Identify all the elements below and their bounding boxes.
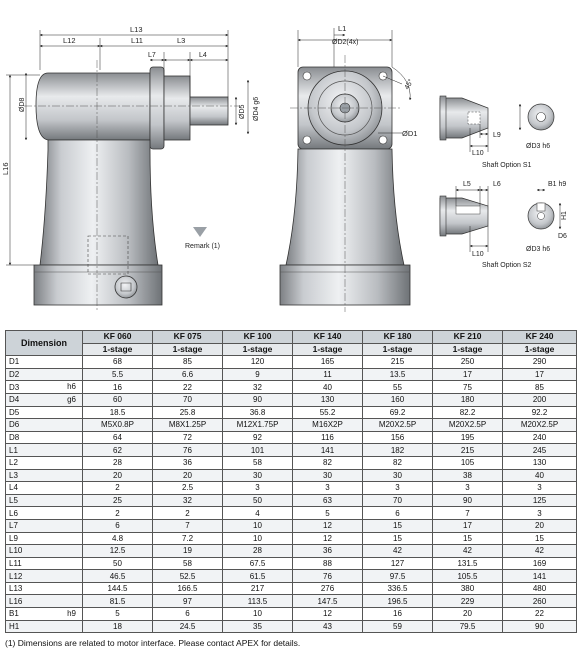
table-cell: 76 [153,444,223,457]
table-cell: 18 [83,620,153,633]
table-cell: 5.5 [83,368,153,381]
dimension-name: L16 [9,596,23,606]
dimension-name: H1 [9,621,20,631]
table-cell: 58 [153,557,223,570]
table-cell: 35 [223,620,293,633]
table-cell: 10 [223,519,293,532]
table-cell: 4.8 [83,532,153,545]
table-cell: 61.5 [223,570,293,583]
base-bolt [115,276,137,298]
row-label [6,557,83,570]
tolerance: g6 [67,394,76,404]
table-cell: 60 [83,393,153,406]
dimension-table [5,330,577,633]
table-cell: 82 [293,456,363,469]
row-label [6,406,83,419]
table-cell: 58 [223,456,293,469]
dim-l3: L3 [177,36,186,45]
table-cell: 64 [83,431,153,444]
front-view [280,55,410,312]
table-cell: 380 [433,582,503,595]
s2-l5: L5 [463,181,471,188]
row-label [6,393,83,406]
dimension-name: L6 [9,508,18,518]
row-label [6,469,83,482]
table-row [6,368,577,381]
model-header: KF 210 [433,331,503,344]
table-cell: 3 [433,482,503,495]
s1-d3: ØD3 h6 [526,143,551,150]
table-cell: 11 [293,368,363,381]
dimension-name: L4 [9,483,18,493]
table-cell: 3 [503,482,577,495]
s2-d3: ØD3 h6 [526,246,551,253]
model-header: KF 060 [83,331,153,344]
table-row [6,557,577,570]
table-cell: 19 [153,545,223,558]
table-cell: 32 [223,381,293,394]
table-cell: 141 [503,570,577,583]
table-cell: 36 [153,456,223,469]
table-cell: 113.5 [223,595,293,608]
stage-header: 1-stage [503,343,577,356]
table-cell: 97.5 [363,570,433,583]
table-cell: 480 [503,582,577,595]
table-cell: 42 [503,545,577,558]
table-cell: 127 [363,557,433,570]
table-row [6,356,577,369]
table-cell: 3 [503,507,577,520]
table-row [6,494,577,507]
table-cell: 25 [83,494,153,507]
table-row [6,532,577,545]
table-cell: 180 [433,393,503,406]
table-cell: 141 [293,444,363,457]
tolerance: h6 [67,382,76,392]
base-block [34,265,162,305]
table-cell: 105 [433,456,503,469]
table-row [6,406,577,419]
s2-d6: D6 [558,233,567,240]
table-cell: 24.5 [153,620,223,633]
table-cell: 90 [223,393,293,406]
table-cell: 38 [433,469,503,482]
table-cell: 28 [83,456,153,469]
dim-l11: L11 [131,36,143,45]
table-row [6,545,577,558]
table-row [6,444,577,457]
table-row [6,456,577,469]
table-cell: 217 [223,582,293,595]
table-cell: 2 [83,482,153,495]
table-cell: 10 [223,608,293,621]
table-cell: 81.5 [83,595,153,608]
table-cell: 50 [223,494,293,507]
table-cell: 3 [293,482,363,495]
s1-l9: L9 [493,132,501,139]
table-row [6,570,577,583]
table-cell: 6 [83,519,153,532]
dimension-name: L2 [9,458,18,468]
dim-d4: ØD4 g6 [253,96,260,121]
flange-ring [150,67,164,149]
table-cell: 12 [293,608,363,621]
table-cell: 85 [153,356,223,369]
row-label [6,595,83,608]
table-cell: 5 [83,608,153,621]
table-row [6,595,577,608]
table-cell: 75 [433,381,503,394]
table-row [6,431,577,444]
table-cell: 3 [223,482,293,495]
table-cell: 156 [363,431,433,444]
s2-l6: L6 [493,181,501,188]
table-cell: 52.5 [153,570,223,583]
table-cell: 55 [363,381,433,394]
table-cell: 30 [293,469,363,482]
dimension-name: D1 [9,357,20,367]
table-cell: 50 [83,557,153,570]
table-cell: 13.5 [363,368,433,381]
table-cell: 10 [223,532,293,545]
row-label [6,532,83,545]
remark-label: Remark (1) [185,243,221,250]
row-label [6,545,83,558]
table-cell: 72 [153,431,223,444]
table-cell: 215 [433,444,503,457]
table-cell: 20 [153,469,223,482]
s2-caption: Shaft Option S2 [482,262,532,269]
table-cell: M5X0.8P [83,419,153,432]
dim-d2: ØD2(4x) [332,39,359,46]
table-cell: 15 [503,532,577,545]
dim-angle: 45° [403,78,416,91]
remark-triangle [193,227,207,237]
table-row [6,620,577,633]
table-cell: 290 [503,356,577,369]
dimension-name: B1 [9,609,19,619]
table-cell: 6 [363,507,433,520]
table-row [6,482,577,495]
row-label [6,368,83,381]
dim-l16: L16 [1,162,10,175]
output-shaft [190,97,228,125]
dimension-name: L12 [9,571,23,581]
table-cell: 6.6 [153,368,223,381]
table-cell: 3 [363,482,433,495]
table-cell: 40 [293,381,363,394]
table-cell: 90 [433,494,503,507]
table-cell: 36.8 [223,406,293,419]
row-label [6,431,83,444]
table-cell: 16 [363,608,433,621]
table-cell: 92 [223,431,293,444]
dim-d8: ØD8 [19,97,26,112]
table-cell: 20 [83,469,153,482]
table-cell: 7 [153,519,223,532]
table-cell: 250 [433,356,503,369]
table-cell: 68 [83,356,153,369]
table-cell: 22 [503,608,577,621]
table-cell: 4 [223,507,293,520]
row-label [6,356,83,369]
table-cell: 79.5 [433,620,503,633]
model-header: KF 100 [223,331,293,344]
table-cell: 165 [293,356,363,369]
table-cell: 18.5 [83,406,153,419]
dimension-name: D3 [9,382,20,392]
dim-l13: L13 [130,25,143,34]
table-cell: 20 [433,608,503,621]
table-cell: 28 [223,545,293,558]
stage-header: 1-stage [433,343,503,356]
footnote: (1) Dimensions are related to motor interface. Please contact APEX for details. [5,638,301,648]
table-cell: 169 [503,557,577,570]
table-cell: 15 [363,532,433,545]
table-cell: 147.5 [293,595,363,608]
s1-l10: L10 [472,150,484,157]
s1-caption: Shaft Option S1 [482,162,532,169]
table-cell: 116 [293,431,363,444]
table-cell: M8X1.25P [153,419,223,432]
row-label [6,519,83,532]
table-cell: 2 [83,507,153,520]
row-label [6,570,83,583]
input-housing [36,73,150,140]
table-cell: 240 [503,431,577,444]
stage-header: 1-stage [83,343,153,356]
model-header: KF 240 [503,331,577,344]
table-cell: 166.5 [153,582,223,595]
dim-d1: ØD1 [402,129,418,138]
table-cell: 200 [503,393,577,406]
table-cell: 62 [83,444,153,457]
table-cell: 22 [153,381,223,394]
table-cell: 43 [293,620,363,633]
dimension-name: D6 [9,420,20,430]
table-body [6,356,577,633]
s2-b1: B1 h9 [548,181,567,188]
dim-l12: L12 [63,36,76,45]
table-cell: 70 [153,393,223,406]
table-cell: 46.5 [83,570,153,583]
table-cell: 97 [153,595,223,608]
table-row [6,582,577,595]
table-cell: 15 [433,532,503,545]
table-cell: 17 [503,368,577,381]
table-cell: 82 [363,456,433,469]
dimension-name: L1 [9,445,18,455]
table-cell: M20X2.5P [433,419,503,432]
table-cell: M12X1.75P [223,419,293,432]
row-label [6,608,83,621]
table-cell: 90 [503,620,577,633]
row-label [6,494,83,507]
dim-l4: L4 [199,52,207,59]
table-cell: 55.2 [293,406,363,419]
table-cell: 30 [223,469,293,482]
table-cell: 92.2 [503,406,577,419]
stage-header: 1-stage [153,343,223,356]
table-cell: 30 [363,469,433,482]
dimension-header: Dimension [6,331,83,356]
table-cell: 76 [293,570,363,583]
table-cell: 336.5 [363,582,433,595]
row-label [6,456,83,469]
table-cell: 120 [223,356,293,369]
table-cell: 130 [293,393,363,406]
table-cell: 7 [433,507,503,520]
table-row [6,507,577,520]
table-cell: 16 [83,381,153,394]
table-cell: 25.8 [153,406,223,419]
dimension-name: L7 [9,521,18,531]
table-cell: 12 [293,532,363,545]
table-cell: M16X2P [293,419,363,432]
table-cell: 70 [363,494,433,507]
row-label [6,381,83,394]
table-cell: 42 [433,545,503,558]
tolerance: h9 [67,609,76,619]
stage-header: 1-stage [223,343,293,356]
dimension-name: L13 [9,584,23,594]
table-cell: 196.5 [363,595,433,608]
row-label [6,419,83,432]
table-row [6,393,577,406]
model-header: KF 180 [363,331,433,344]
table-row [6,519,577,532]
dimension-name: L11 [9,558,22,568]
table-cell: 20 [503,519,577,532]
table-cell: 5 [293,507,363,520]
dim-l1: L1 [338,24,347,33]
table-cell: 130 [503,456,577,469]
table-cell: 260 [503,595,577,608]
table-cell: 59 [363,620,433,633]
table-cell: 276 [293,582,363,595]
table-cell: 144.5 [83,582,153,595]
table-cell: 101 [223,444,293,457]
mount-hole [303,136,311,144]
side-view [24,60,240,312]
mount-hole [303,72,311,80]
model-header: KF 140 [293,331,363,344]
table-cell: 67.5 [223,557,293,570]
table-cell: 6 [153,608,223,621]
dimension-name: L9 [9,533,18,543]
row-label [6,444,83,457]
mount-hole [379,136,387,144]
dimension-name: L10 [9,546,23,556]
table-cell: 229 [433,595,503,608]
technical-drawing [0,0,584,322]
stage-header: 1-stage [293,343,363,356]
table-cell: 36 [293,545,363,558]
table-row [6,608,577,621]
table-cell: 7.2 [153,532,223,545]
table-cell: 32 [153,494,223,507]
s2-h1: H1 [561,211,568,220]
row-label [6,507,83,520]
table-cell: 63 [293,494,363,507]
row-label [6,482,83,495]
table-cell: 15 [363,519,433,532]
row-label [6,620,83,633]
table-row [6,419,577,432]
dimension-name: D4 [9,395,20,405]
table-cell: M20X2.5P [503,419,577,432]
table-cell: 40 [503,469,577,482]
s2-l10: L10 [472,251,484,258]
table-cell: 17 [433,368,503,381]
dim-d5: ØD5 [239,104,246,119]
dimension-name: L5 [9,496,18,506]
table-cell: 125 [503,494,577,507]
table-cell: 88 [293,557,363,570]
row-label [6,582,83,595]
table-cell: 42 [363,545,433,558]
vertical-body [40,140,158,265]
table-cell: 2 [153,507,223,520]
table-cell: 105.5 [433,570,503,583]
dim-l7: L7 [148,52,156,59]
table-cell: 195 [433,431,503,444]
table-cell: 69.2 [363,406,433,419]
dimension-name: D8 [9,433,20,443]
table-cell: 131.5 [433,557,503,570]
shaft-option-s2 [440,186,560,252]
table-cell: 82.2 [433,406,503,419]
table-cell: 2.5 [153,482,223,495]
table-row [6,381,577,394]
flange-collar [164,76,190,140]
table-cell: 85 [503,381,577,394]
table-cell: 160 [363,393,433,406]
table-cell: 12.5 [83,545,153,558]
table-cell: 245 [503,444,577,457]
dimension-name: D2 [9,370,20,380]
table-cell: 12 [293,519,363,532]
table-cell: 9 [223,368,293,381]
table-cell: 17 [433,519,503,532]
table-cell: M20X2.5P [363,419,433,432]
table-cell: 215 [363,356,433,369]
dimension-name: L3 [9,470,18,480]
table-cell: 182 [363,444,433,457]
stage-header: 1-stage [363,343,433,356]
table-row [6,469,577,482]
dimension-name: D5 [9,407,20,417]
model-header: KF 075 [153,331,223,344]
